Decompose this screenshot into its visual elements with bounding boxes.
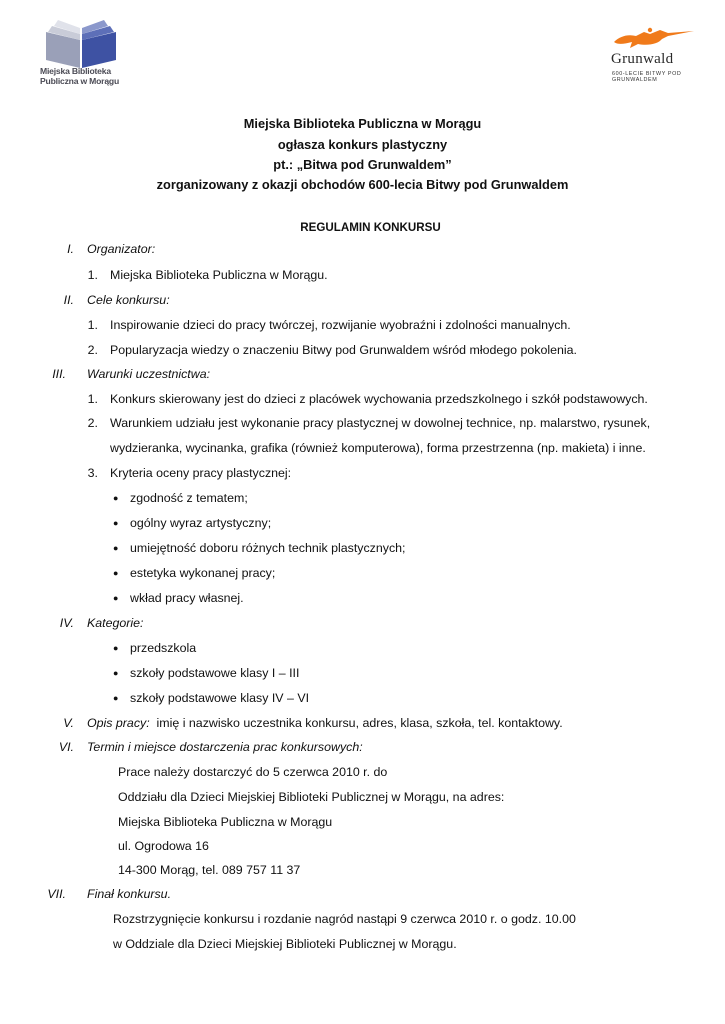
section-7-title: Finał konkursu.	[87, 887, 172, 901]
section-5-title: Opis pracy:	[87, 716, 150, 730]
title-line-2: ogłasza konkurs plastyczny	[277, 137, 448, 152]
section-2-numeral: II.	[63, 293, 74, 307]
section-2-item-2-number: 2.	[87, 343, 98, 357]
section-3-item-1-number: 1.	[87, 392, 98, 406]
bullet-icon: ●	[113, 643, 119, 653]
delivery-line: Oddziału dla Dzieci Miejskiej Biblioteki Publicznej w Morągu, na adres:	[118, 790, 505, 804]
category-item: szkoły podstawowe klasy I – III	[130, 666, 300, 680]
final-line: Rozstrzygnięcie konkursu i rozdanie nagród nastąpi 9 czerwca 2010 r. o godz. 10.00	[113, 912, 576, 926]
section-1-numeral: I.	[67, 242, 74, 256]
delivery-line: ul. Ogrodowa 16	[118, 839, 209, 853]
section-3-item-3-number: 3.	[87, 466, 98, 480]
section-2-title: Cele konkursu:	[87, 293, 170, 307]
section-1-item-1-text: Miejska Biblioteka Publiczna w Morągu.	[110, 268, 328, 282]
section-3-title: Warunki uczestnictwa:	[87, 367, 211, 381]
section-5-text: imię i nazwisko uczestnika konkursu, adres, klasa, szkoła, tel. kontaktowy.	[149, 716, 563, 730]
section-3-item-3-text: Kryteria oceny pracy plastycznej:	[110, 466, 292, 480]
regulations-heading: REGULAMIN KONKURSU	[300, 221, 441, 234]
delivery-line: Prace należy dostarczyć do 5 czerwca 2010 r. do	[118, 765, 388, 779]
library-logo-line-2: Publiczna w Morągu	[40, 75, 120, 86]
delivery-line: 14-300 Morąg, tel. 089 757 11 37	[118, 863, 301, 877]
grunwald-logo-title: Grunwald	[611, 51, 674, 67]
bullet-icon: ●	[113, 518, 119, 528]
bullet-icon: ●	[113, 568, 119, 578]
section-4-numeral: IV.	[59, 616, 74, 630]
bullet-icon: ●	[113, 668, 119, 678]
final-line: w Oddziale dla Dzieci Miejskiej Biblioteki Publicznej w Morągu.	[113, 937, 457, 951]
library-logo-line-1: Miejska Biblioteka	[40, 66, 111, 76]
bullet-icon: ●	[113, 693, 119, 703]
section-6-numeral: VI.	[58, 740, 74, 754]
delivery-line: Miejska Biblioteka Publiczna w Morągu	[118, 815, 333, 829]
title-line-4: zorganizowany z okazji obchodów 600-lecia Bitwy pod Grunwaldem	[156, 177, 569, 192]
criteria-item: ogólny wyraz artystyczny;	[130, 516, 272, 530]
grunwald-logo-subtitle: 600-LECIE BITWY POD GRUNWALDEM	[612, 71, 682, 83]
criteria-item: wkład pracy własnej.	[130, 591, 244, 605]
section-1-title: Organizator:	[87, 242, 156, 256]
section-1-item-1-number: 1.	[87, 268, 98, 282]
section-2-item-1-number: 1.	[87, 318, 98, 332]
section-2-item-2-text: Popularyzacja wiedzy o znaczeniu Bitwy pod Grunwaldem wśród młodego pokolenia.	[110, 343, 577, 357]
section-6-title: Termin i miejsce dostarczenia prac konkursowych:	[87, 740, 363, 754]
section-3-item-2-continuation: wydzieranka, wycinanka, grafika (również komputerowa), forma przestrzenna (np. makieta) i inne.	[110, 441, 646, 455]
title-line-3: pt.: „Bitwa pod Grunwaldem”	[273, 157, 452, 172]
section-5-numeral: V.	[63, 716, 74, 730]
section-3-item-2-text: Warunkiem udziału jest wykonanie pracy plastycznej w dowolnej technice, np. malarstwo, rysunek,	[110, 416, 651, 430]
library-logo-text	[40, 67, 119, 86]
category-item: szkoły podstawowe klasy IV – VI	[130, 691, 310, 705]
open-book-icon	[36, 18, 126, 70]
section-3-item-1-text: Konkurs skierowany jest do dzieci z placówek wychowania przedszkolnego i szkół podstawowych.	[110, 392, 648, 406]
section-4-title: Kategorie:	[87, 616, 144, 630]
category-item: przedszkola	[130, 641, 197, 655]
section-3-item-2-number: 2.	[87, 416, 98, 430]
section-3-numeral: III.	[52, 367, 66, 381]
criteria-item: umiejętność doboru różnych technik plastycznych;	[130, 541, 406, 555]
title-line-1: Miejska Biblioteka Publiczna w Morągu	[243, 116, 482, 131]
section-5-line	[87, 716, 563, 730]
criteria-item: estetyka wykonanej pracy;	[130, 566, 276, 580]
bullet-icon: ●	[113, 593, 119, 603]
section-2-item-1-text: Inspirowanie dzieci do pracy twórczej, rozwijanie wyobraźni i zdolności manualnych.	[110, 318, 571, 332]
knight-horse-icon	[608, 26, 698, 52]
criteria-item: zgodność z tematem;	[130, 491, 248, 505]
bullet-icon: ●	[113, 493, 119, 503]
section-7-numeral: VII.	[47, 887, 66, 901]
bullet-icon: ●	[113, 543, 119, 553]
